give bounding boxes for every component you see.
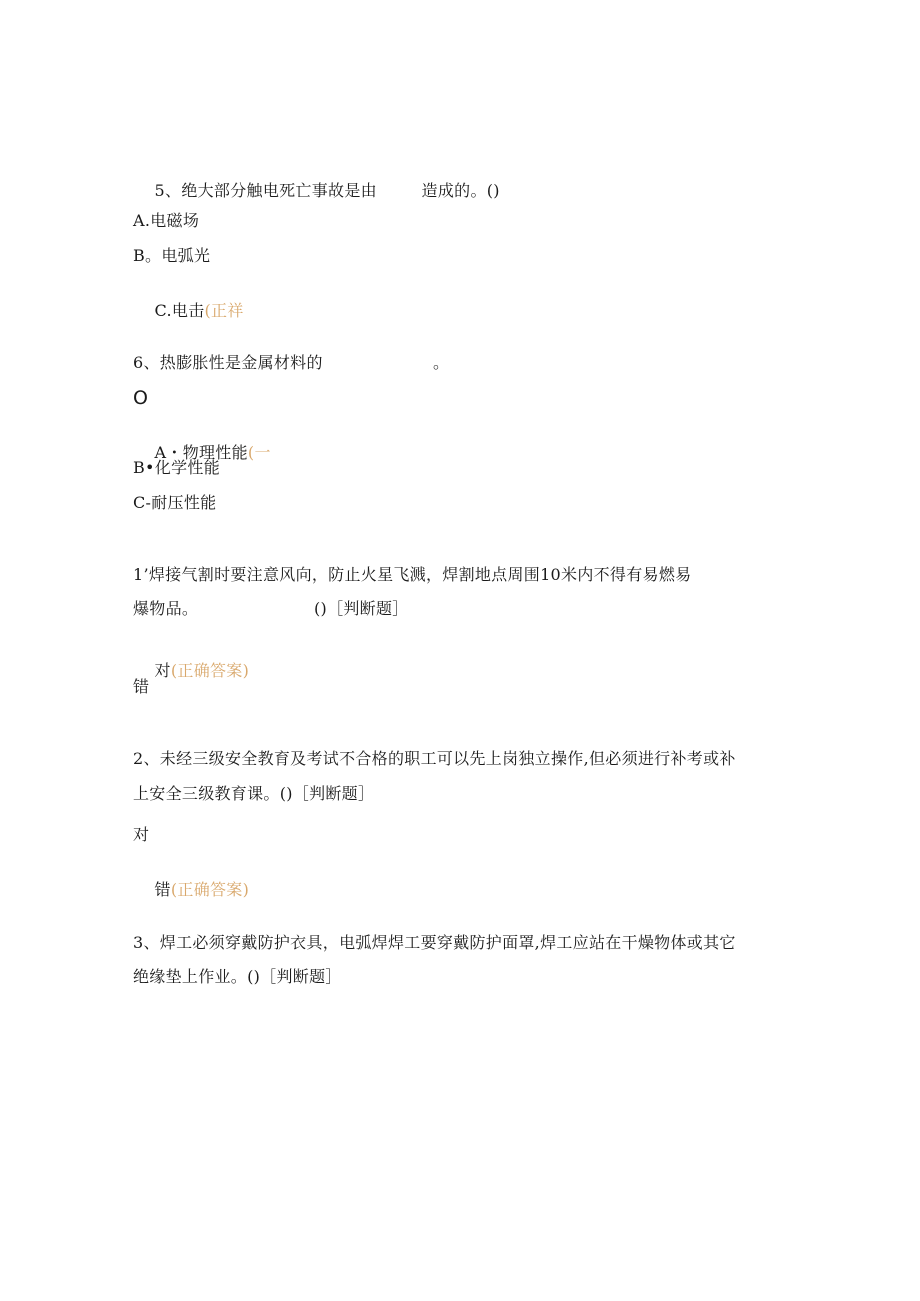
judgment-2-false-label: 错 [154, 880, 171, 899]
question-5-prompt-end: 造成的。() [421, 181, 500, 200]
question-6-answer-note: (一 [247, 443, 271, 462]
question-6-marker: O [133, 387, 148, 409]
judgment-2-answer-note: (正确答案) [170, 880, 250, 899]
judgment-3-line-1: 3、焊工必须穿戴防护衣具，电弧焊焊工要穿戴防护面罩,焊工应站在干燥物体或其它 [133, 933, 736, 952]
judgment-2-line-2: 上安全三级教育课。()［判断题］ [133, 784, 375, 803]
judgment-2-option-true: 对 [133, 825, 150, 844]
judgment-1-line-1: 1’焊接气割时要注意风向，防止火星飞溅，焊割地点周围10米内不得有易燃易 [133, 565, 692, 584]
question-5-prompt-start: 5、绝大部分触电死亡事故是由 [154, 181, 377, 200]
judgment-2-option-false [133, 860, 249, 920]
judgment-1-option-false: 错 [133, 677, 150, 696]
judgment-1-line-2-start: 爆物品。 [133, 599, 199, 618]
question-6-option-a-label: A・物理性能 [154, 443, 248, 462]
question-5-answer-note: (正祥 [204, 301, 244, 320]
question-5-option-c-label: C.电击 [154, 301, 205, 320]
judgment-2-line-1: 2、未经三级安全教育及考试不合格的职工可以先上岗独立操作,但必须进行补考或补 [133, 749, 736, 768]
question-6-prompt-end: 。 [433, 353, 450, 372]
judgment-1-line-2-end: ()［判断题］ [314, 599, 409, 618]
judgment-1-answer-note: (正确答案) [170, 661, 250, 680]
question-6-option-c: C-耐压性能 [133, 493, 217, 512]
question-6-option-b: B•化学性能 [133, 458, 220, 477]
question-5-option-b: B。电弧光 [133, 246, 211, 265]
judgment-1-true-label: 对 [154, 661, 171, 680]
question-6-prompt-start: 6、热膨胀性是金属材料的 [133, 353, 323, 372]
judgment-3-line-2: 绝缘垫上作业。()［判断题］ [133, 967, 342, 986]
question-5-option-c [133, 281, 244, 341]
judgment-1-option-true [133, 641, 249, 701]
question-5-option-a: A.电磁场 [133, 211, 200, 230]
